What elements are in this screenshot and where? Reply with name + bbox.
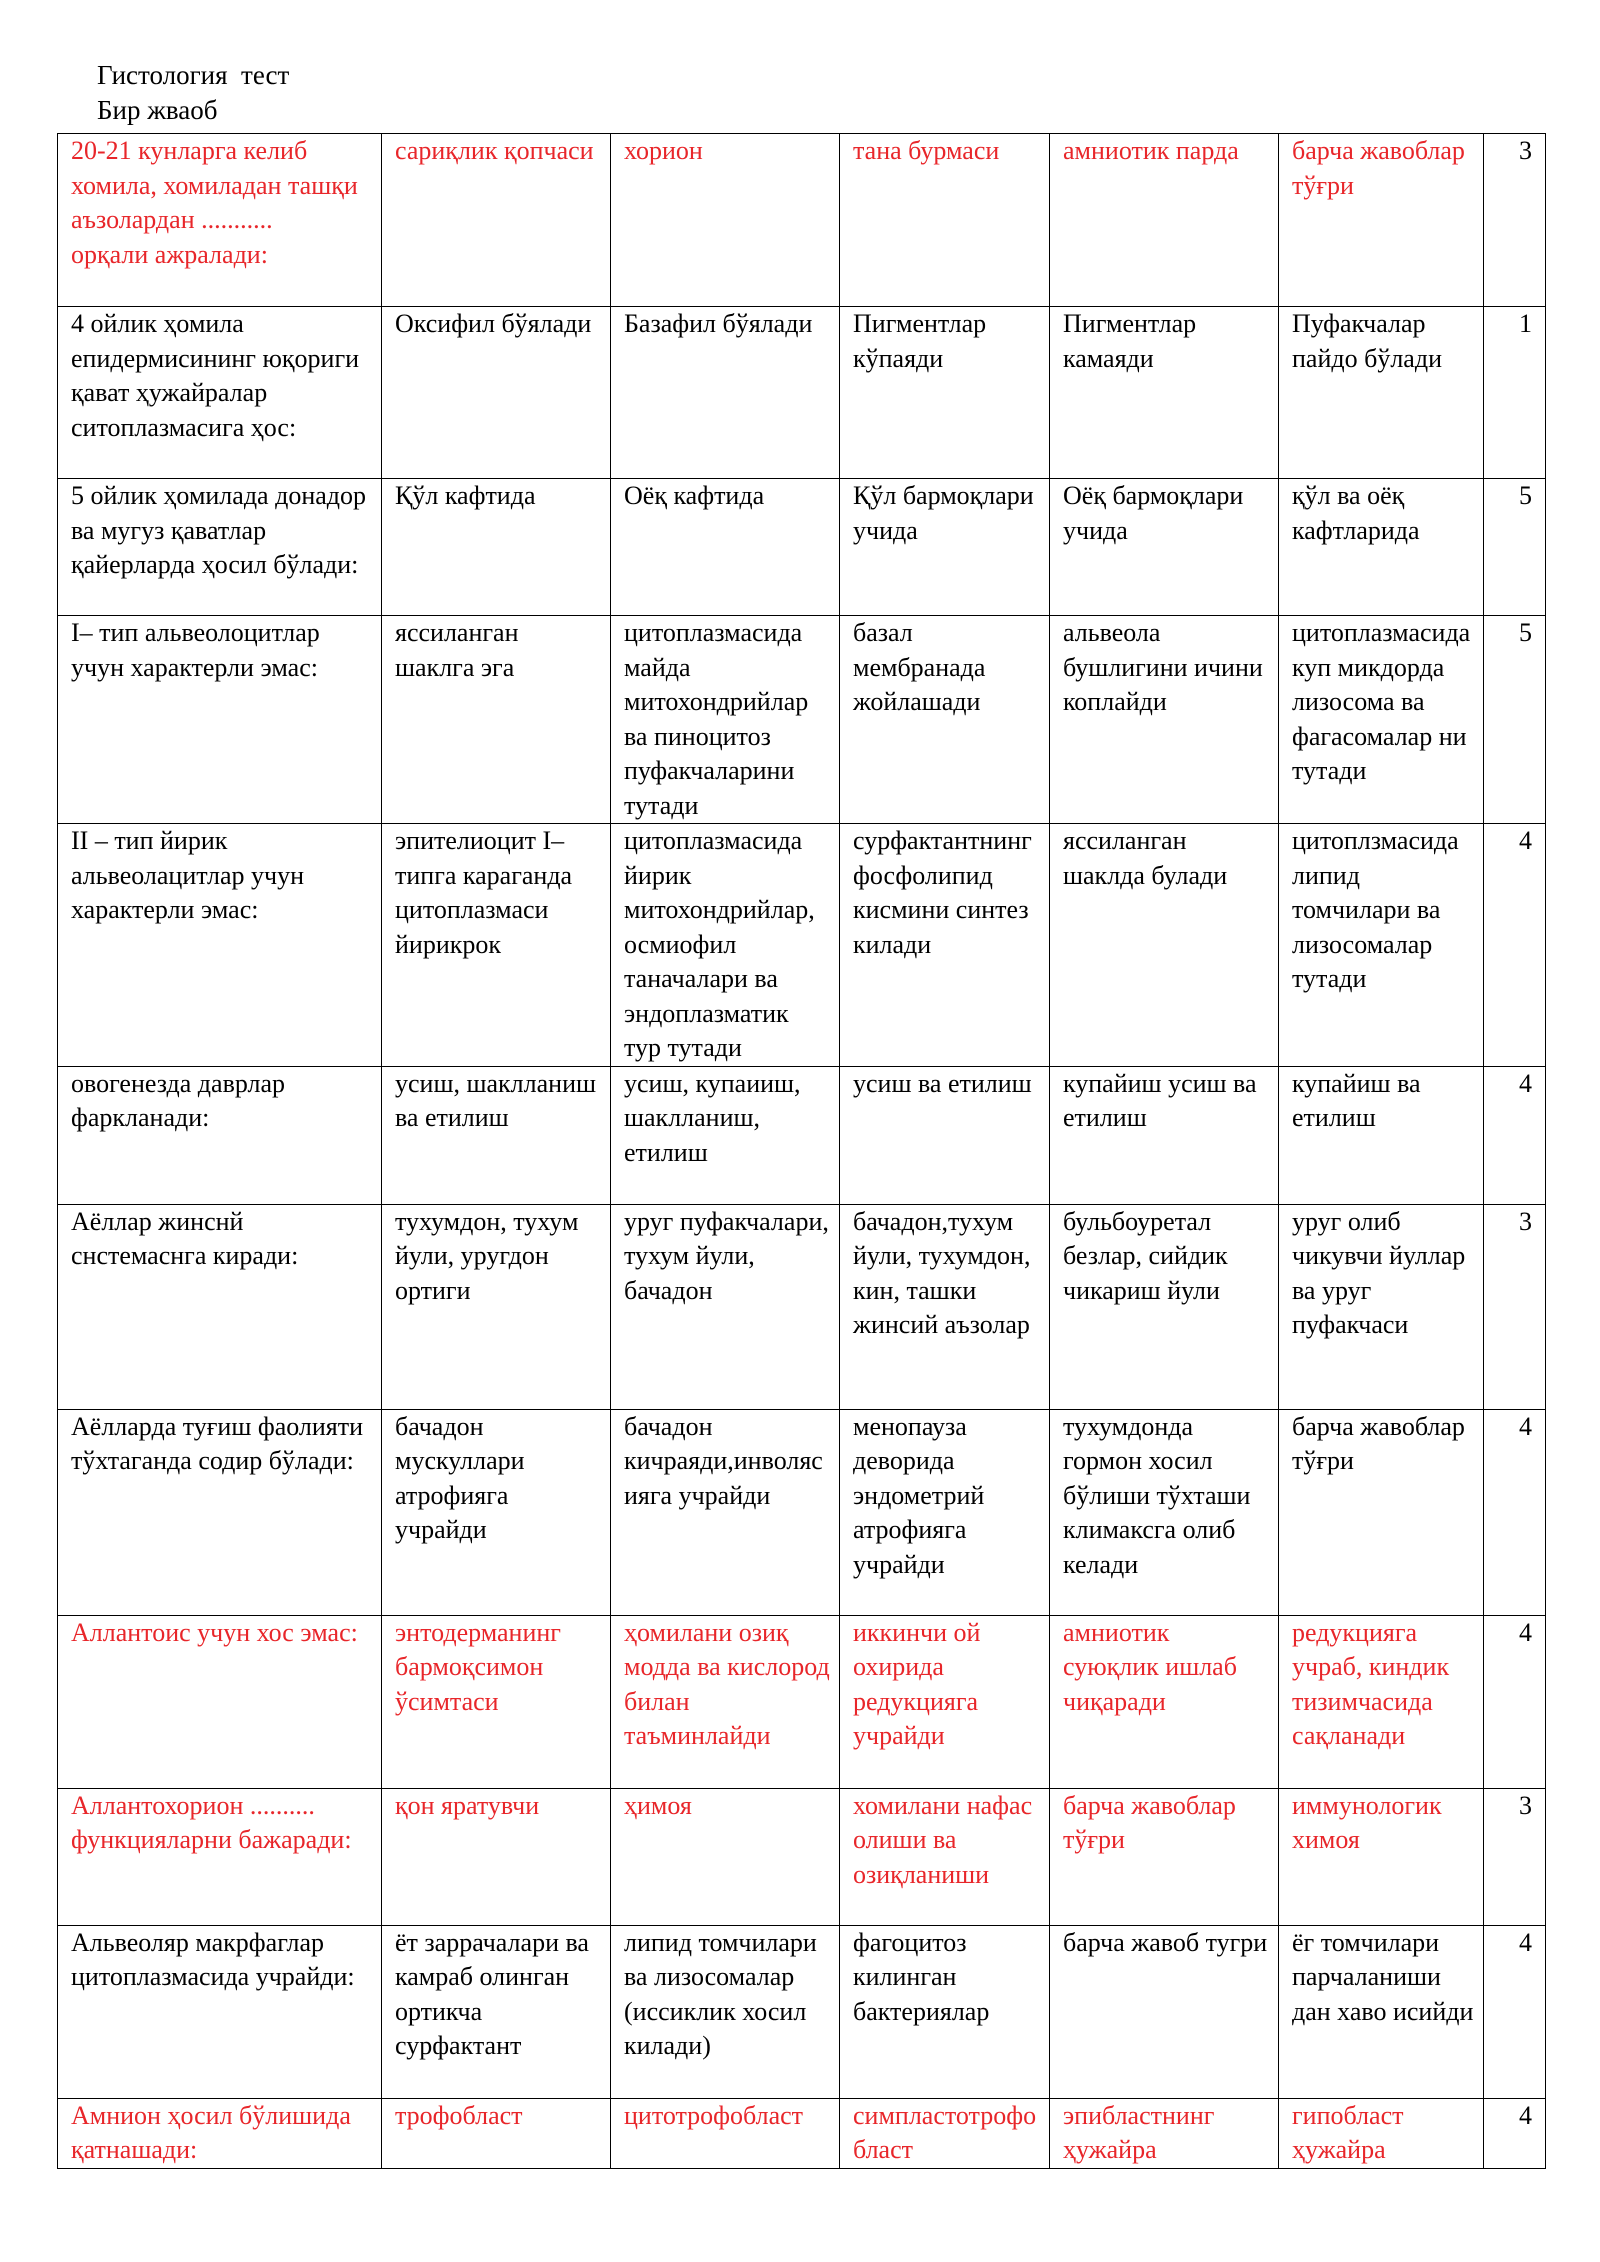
option-cell-1: трофобласт	[382, 2098, 611, 2168]
option-cell-2: цитоплазмасида йирик митохондрийлар, осмиофил таначалари ва эндоплазматик тур тутади	[611, 824, 840, 1067]
option-cell-3: базал мембранада жойлашади	[840, 616, 1050, 824]
quiz-body	[58, 134, 1546, 2169]
option-cell-3: сурфактантнинг фосфолипид кисмини синтез килади	[840, 824, 1050, 1067]
question-row	[58, 1788, 1546, 1925]
answer-cell: 3	[1484, 134, 1546, 307]
option-cell-5: барча жавоблар тўғри	[1279, 134, 1484, 307]
option-cell-3: менопауза деворида эндометрий атрофияга учрайди	[840, 1409, 1050, 1615]
option-cell-5: гипобласт ҳужайра	[1279, 2098, 1484, 2168]
answer-cell: 3	[1484, 1788, 1546, 1925]
question-cell: Аллантохорион .......... функцияларни бажаради:	[58, 1788, 382, 1925]
option-cell-2: ҳимоя	[611, 1788, 840, 1925]
question-row	[58, 307, 1546, 479]
option-cell-4: барча жавоб тугри	[1050, 1925, 1279, 2098]
option-cell-1: энтодерманинг бармоқсимон ўсимтаси	[382, 1615, 611, 1788]
option-cell-4: амниотик суюқлик ишлаб чиқаради	[1050, 1615, 1279, 1788]
option-cell-2: бачадон кичраяди,инволясияга учрайди	[611, 1409, 840, 1615]
question-row	[58, 479, 1546, 616]
option-cell-1: Қўл кафтида	[382, 479, 611, 616]
question-row	[58, 1615, 1546, 1788]
option-cell-5: уруг олиб чикувчи йуллар ва уруг пуфакчаси	[1279, 1204, 1484, 1409]
option-cell-5: цитоплазмасида куп микдорда лизосома ва фагасомалар ни тутади	[1279, 616, 1484, 824]
question-cell: Аёлларда туғиш фаолияти тўхтаганда содир бўлади:	[58, 1409, 382, 1615]
option-cell-4: Оёқ бармоқлари учида	[1050, 479, 1279, 616]
option-cell-3: тана бурмаси	[840, 134, 1050, 307]
option-cell-3: усиш ва етилиш	[840, 1066, 1050, 1204]
option-cell-5: купайиш ва етилиш	[1279, 1066, 1484, 1204]
option-cell-2: усиш, купаииш, шаклланиш, етилиш	[611, 1066, 840, 1204]
option-cell-4: эпибластнинг ҳужайра	[1050, 2098, 1279, 2168]
option-cell-2: цитотрофобласт	[611, 2098, 840, 2168]
option-cell-2: Оёқ кафтида	[611, 479, 840, 616]
option-cell-5: иммунологик химоя	[1279, 1788, 1484, 1925]
option-cell-5: редукцияга учраб, киндик тизимчасида сақланади	[1279, 1615, 1484, 1788]
option-cell-5: барча жавоблар тўғри	[1279, 1409, 1484, 1615]
option-cell-4: барча жавоблар тўғри	[1050, 1788, 1279, 1925]
option-cell-3: иккинчи ой охирида редукцияга учрайди	[840, 1615, 1050, 1788]
question-row	[58, 1925, 1546, 2098]
question-cell: Аёллар жинснй снстемаснга киради:	[58, 1204, 382, 1409]
option-cell-3: Қўл бармоқлари учида	[840, 479, 1050, 616]
answer-cell: 4	[1484, 1925, 1546, 2098]
option-cell-4: Пигментлар камаяди	[1050, 307, 1279, 479]
question-cell: 20-21 кунларга келиб хомила, хомиладан ташқи аъзолардан ........... орқали ажралади:	[58, 134, 382, 307]
option-cell-5: қўл ва оёқ кафтларида	[1279, 479, 1484, 616]
question-cell: Амнион ҳосил бўлишида қатнашади:	[58, 2098, 382, 2168]
option-cell-1: қон яратувчи	[382, 1788, 611, 1925]
option-cell-1: бачадон мускуллари атрофияга учрайди	[382, 1409, 611, 1615]
answer-cell: 4	[1484, 1615, 1546, 1788]
question-cell: 4 ойлик ҳомила епидермисининг юқориги қават ҳужайралар ситоплазмасига ҳос:	[58, 307, 382, 479]
option-cell-4: купайиш усиш ва етилиш	[1050, 1066, 1279, 1204]
option-cell-5: ёг томчилари парчаланиши дан хаво исийди	[1279, 1925, 1484, 2098]
option-cell-3: хомилани нафас олиши ва озиқланиши	[840, 1788, 1050, 1925]
question-cell: Аллантоис учун хос эмас:	[58, 1615, 382, 1788]
answer-cell: 1	[1484, 307, 1546, 479]
option-cell-2: Базафил бўялади	[611, 307, 840, 479]
answer-cell: 4	[1484, 1066, 1546, 1204]
option-cell-2: уруг пуфакчалари, тухум йули, бачадон	[611, 1204, 840, 1409]
question-row	[58, 2098, 1546, 2168]
option-cell-4: бульбоуретал безлар, сийдик чикариш йули	[1050, 1204, 1279, 1409]
question-cell: овогенезда даврлар фаркланади:	[58, 1066, 382, 1204]
answer-cell: 4	[1484, 824, 1546, 1067]
question-cell: II – тип йирик альвеолацитлар учун характерли эмас:	[58, 824, 382, 1067]
answer-cell: 5	[1484, 479, 1546, 616]
option-cell-1: Оксифил бўялади	[382, 307, 611, 479]
question-row	[58, 1066, 1546, 1204]
option-cell-5: Пуфакчалар пайдо бўлади	[1279, 307, 1484, 479]
option-cell-1: эпителиоцит I– типга караганда цитоплазмаси йирикрок	[382, 824, 611, 1067]
option-cell-3: фагоцитоз килинган бактериялар	[840, 1925, 1050, 2098]
question-cell: I– тип альвеолоцитлар учун характерли эмас:	[58, 616, 382, 824]
option-cell-3: Пигментлар кўпаяди	[840, 307, 1050, 479]
page-title: Гистология тест	[97, 60, 290, 90]
option-cell-1: тухумдон, тухум йули, уругдон ортиги	[382, 1204, 611, 1409]
option-cell-1: ёт заррачалари ва камраб олинган ортикча сурфактант	[382, 1925, 611, 2098]
question-row	[58, 824, 1546, 1067]
option-cell-4: тухумдонда гормон хосил бўлиши тўхташи климаксга олиб келади	[1050, 1409, 1279, 1615]
question-cell: 5 ойлик ҳомилада донадор ва мугуз қаватлар қайерларда ҳосил бўлади:	[58, 479, 382, 616]
option-cell-2: цитоплазмасида майда митохондрийлар ва пиноцитоз пуфакчаларини тутади	[611, 616, 840, 824]
option-cell-5: цитоплзмасида липид томчилари ва лизосомалар тутади	[1279, 824, 1484, 1067]
option-cell-2: хорион	[611, 134, 840, 307]
answer-cell: 3	[1484, 1204, 1546, 1409]
answer-cell: 4	[1484, 1409, 1546, 1615]
option-cell-4: яссиланган шаклда булади	[1050, 824, 1279, 1067]
option-cell-1: усиш, шаклланиш ва етилиш	[382, 1066, 611, 1204]
question-cell: Альвеоляр макрфаглар цитоплазмасида учрайди:	[58, 1925, 382, 2098]
option-cell-2: липид томчилари ва лизосомалар (иссиклик хосил килади)	[611, 1925, 840, 2098]
question-row	[58, 1409, 1546, 1615]
answer-cell: 5	[1484, 616, 1546, 824]
answer-cell: 4	[1484, 2098, 1546, 2168]
option-cell-2: ҳомилани озиқ модда ва кислород билан таъминлайди	[611, 1615, 840, 1788]
quiz-table	[57, 133, 1546, 2169]
page-header	[97, 58, 289, 128]
question-row	[58, 1204, 1546, 1409]
question-row	[58, 616, 1546, 824]
option-cell-4: амниотик парда	[1050, 134, 1279, 307]
page-subtitle: Бир жваоб	[97, 95, 218, 125]
option-cell-3: бачадон,тухум йули, тухумдон, кин, ташки жинсий аъзолар	[840, 1204, 1050, 1409]
option-cell-1: сариқлик қопчаси	[382, 134, 611, 307]
question-row	[58, 134, 1546, 307]
option-cell-1: яссиланган шаклга эга	[382, 616, 611, 824]
option-cell-3: симпластотрофобласт	[840, 2098, 1050, 2168]
option-cell-4: альвеола бушлигини ичини коплайди	[1050, 616, 1279, 824]
